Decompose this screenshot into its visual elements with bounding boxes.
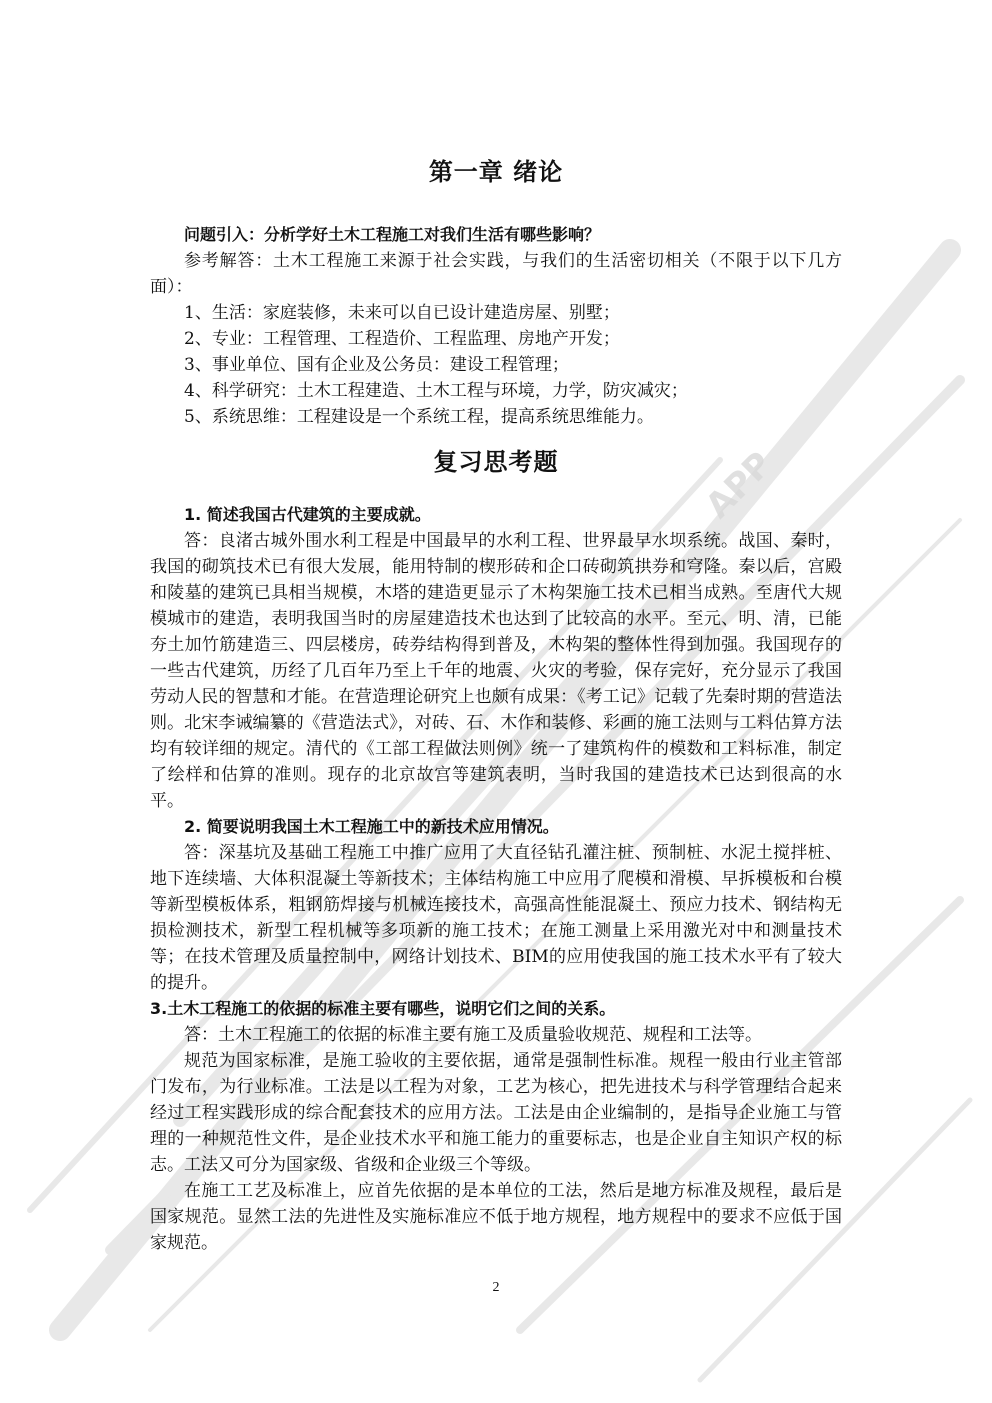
answer-paragraph: 答：良渚古城外围水利工程是中国最早的水利工程、世界最早水坝系统。战国、秦时，我国的砌筑技术已有很大发展，能用特制的楔形砖和企口砖砌筑拱券和穹隆。秦以后，宫殿和陵墓的建筑已具相当规模，木塔的建造更显示了木构架施工技术已相当成熟。至唐代大规模城市的建造，表明我国当时的房屋建造技术也达到了比较高的水平。至元、明、清，已能夯土加竹筋建造三、四层楼房，砖券结构得到普及，木构架的整体性得到加强。我国现存的一些古代建筑，历经了几百年乃至上千年的地震、火灾的考验，保存完好，充分显示了我国劳动人民的智慧和才能。在营造理论研究上也颇有成果：《考工记》记载了先秦时期的营造法则。北宋李诫编纂的《营造法式》，对砖、石、木作和装修、彩画的施工法则与工料估算方法均有较详细的规定。清代的《工部工程做法则例》统一了建筑构件的模数和工料标准，制定了绘样和估算的准则。现存的北京故宫等建筑表明，当时我国的建造技术已达到很高的水平。	[150, 531, 842, 811]
question-title: 1. 简述我国古代建筑的主要成就。	[184, 505, 431, 524]
intro-item: 3、事业单位、国有企业及公务员：建设工程管理；	[184, 355, 569, 375]
page-number: 2	[492, 1280, 500, 1295]
page-content	[150, 150, 842, 1256]
watermark-text: APP	[698, 444, 781, 527]
answer-paragraph: 规范为国家标准，是施工验收的主要依据，通常是强制性标准。规程一般由行业主管部门发布，为行业标准。工法是以工程为对象，工艺为核心，把先进技术与科学管理结合起来经过工程实践形成的综合配套技术的应用方法。工法是由企业编制的，是指导企业施工与管理的一种规范性文件，是企业技术水平和施工能力的重要标志，也是企业自主知识产权的标志。工法又可分为国家级、省级和企业级三个等级。	[150, 1051, 842, 1175]
question-title: 2. 简要说明我国土木工程施工中的新技术应用情况。	[184, 817, 559, 836]
answer-paragraph: 答：深基坑及基础工程施工中推广应用了大直径钻孔灌注桩、预制桩、水泥土搅拌桩、地下连续墙、大体积混凝土等新技术；主体结构施工中应用了爬模和滑模、早拆模板和台模等新型模板体系，粗钢筋焊接与机械连接技术，高强高性能混凝土、预应力技术、钢结构无损检测技术，新型工程机械等多项新的施工技术；在施工测量上采用激光对中和测量技术等；在技术管理及质量控制中，网络计划技术、BIM的应用使我国的施工技术水平有了较大的提升。	[150, 843, 842, 993]
review-section-title: 复习思考题	[433, 448, 559, 476]
intro-item: 2、专业：工程管理、工程造价、工程监理、房地产开发；	[184, 329, 620, 349]
intro-question: 问题引入：分析学好土木工程施工对我们生活有哪些影响？	[184, 225, 601, 244]
intro-item: 1、生活：家庭装修，未来可以自已设计建造房屋、别墅；	[184, 303, 620, 323]
answer-paragraph: 答：土木工程施工的依据的标准主要有施工及质量验收规范、规程和工法等。	[184, 1025, 762, 1045]
chapter-title: 第一章 绪论	[428, 158, 564, 186]
question-title: 3.土木工程施工的依据的标准主要有哪些，说明它们之间的关系。	[150, 999, 616, 1018]
answer-paragraph: 在施工工艺及标准上，应首先依据的是本单位的工法，然后是地方标准及规程，最后是国家规范。显然工法的先进性及实施标准应不低于地方规程，地方规程中的要求不应低于国家规范。	[150, 1181, 842, 1253]
intro-item: 5、系统思维：工程建设是一个系统工程，提高系统思维能力。	[184, 407, 654, 427]
intro-item: 4、科学研究：土木工程建造、土木工程与环境，力学，防灾减灾；	[184, 381, 688, 401]
intro-answer: 参考解答：土木工程施工来源于社会实践，与我们的生活密切相关（不限于以下几方面）：	[150, 251, 842, 297]
